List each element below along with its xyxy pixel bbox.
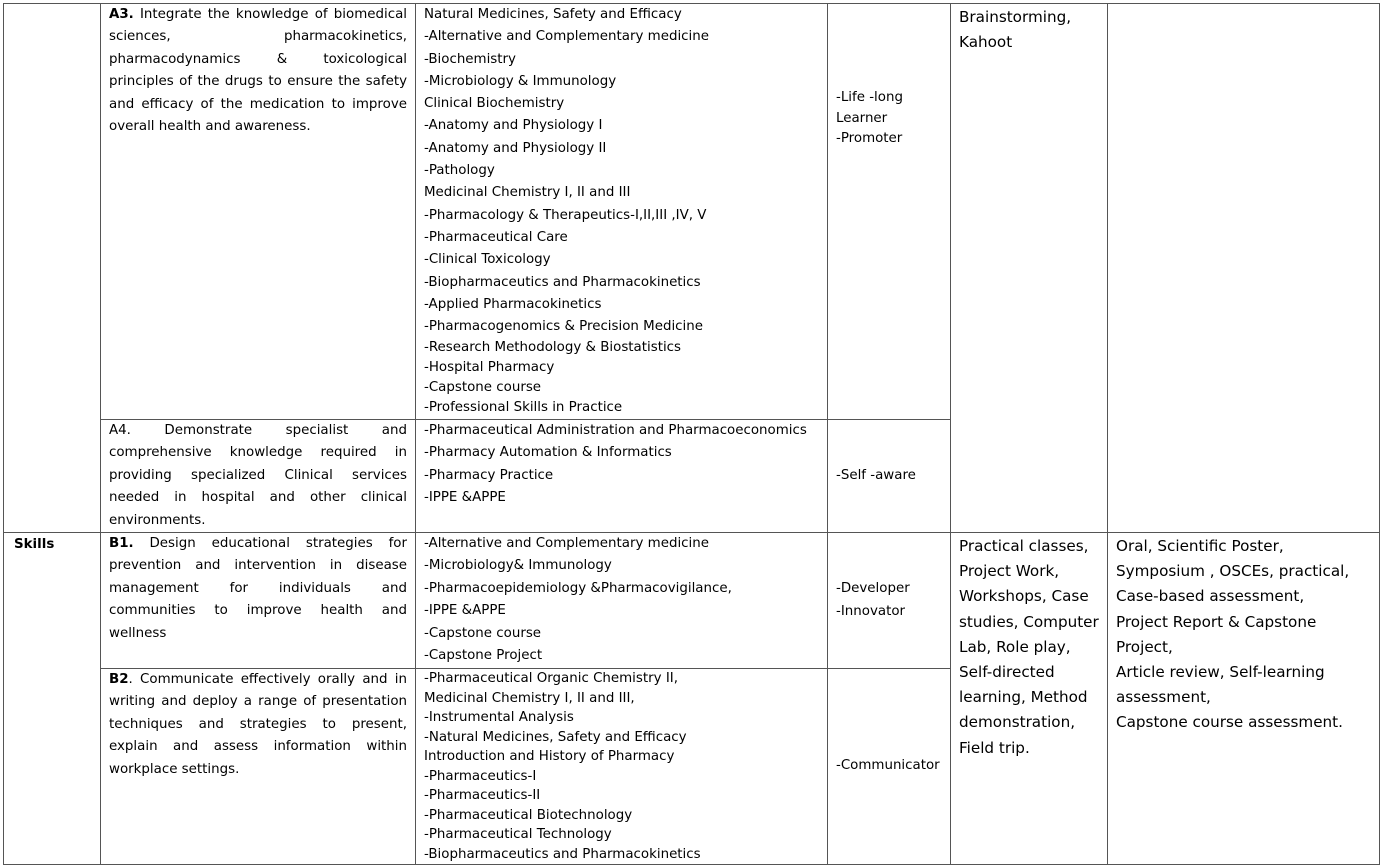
outcome-text: Demonstrate specialist and comprehensive knowledge required in providing specialized Clinical services needed in hospital and other clinical environments. <box>109 423 407 528</box>
courses-a4 <box>416 420 828 533</box>
course-item: -Microbiology& Immunology <box>424 558 612 574</box>
courses-a3 <box>416 4 828 420</box>
course-item: Medicinal Chemistry I, II and III <box>424 185 631 201</box>
outcome-code: A3. <box>109 7 134 22</box>
course-item: -Pharmaceutical Biotechnology <box>424 807 633 823</box>
course-item: -Hospital Pharmacy <box>424 360 555 376</box>
outcomes-table <box>3 3 1380 865</box>
course-item: -Pharmaceutics-I <box>424 768 537 784</box>
course-item: -Clinical Toxicology <box>424 252 551 268</box>
outcome-a3 <box>101 4 416 420</box>
course-item: -Anatomy and Physiology I <box>424 118 603 134</box>
course-item: -Capstone course <box>424 625 542 641</box>
course-item: Medicinal Chemistry I, II and III, <box>424 690 635 706</box>
course-item: Clinical Biochemistry <box>424 96 565 112</box>
assessment-item: Capstone course assessment. <box>1116 713 1343 732</box>
course-item: -Alternative and Complementary medicine <box>424 29 709 45</box>
attribute-item: -Communicator <box>836 758 940 774</box>
course-item: -Pharmacy Automation & Informatics <box>424 445 672 461</box>
attribute-item: Learner <box>836 110 888 126</box>
domain-cell-knowledge <box>4 4 101 533</box>
course-item: -Capstone course <box>424 380 542 396</box>
outcome-text: . Communicate effectively orally and in writing and deploy a range of presentation techniques and strategies to present, explain and assess information within workplace settings. <box>109 672 407 777</box>
course-item: -Pharmacy Practice <box>424 467 554 483</box>
methods-text: Brainstorming, Kahoot <box>959 8 1072 52</box>
attribute-item: -Developer <box>836 581 910 597</box>
course-item: Introduction and History of Pharmacy <box>424 749 675 765</box>
course-item: -Research Methodology & Biostatistics <box>424 340 682 356</box>
course-item: -Professional Skills in Practice <box>424 399 623 415</box>
course-item: Natural Medicines, Safety and Efficacy <box>424 7 682 22</box>
domain-cell-skills <box>4 533 101 865</box>
course-item: -Pharmacoepidemiology &Pharmacovigilance, <box>424 580 732 596</box>
course-item: -Anatomy and Physiology II <box>424 140 607 156</box>
outcome-text: Integrate the knowledge of biomedical sciences, pharmacokinetics, pharmacodynamics & toxicological principles of the drugs to ensure the safety and efficacy of the medication to improve overall health and awareness. <box>109 7 407 135</box>
course-item: -Applied Pharmacokinetics <box>424 296 602 312</box>
attribute-item: -Innovator <box>836 603 906 619</box>
attributes-a3 <box>828 4 951 420</box>
course-item: -Instrumental Analysis <box>424 710 574 726</box>
course-item: -Pharmaceutical Technology <box>424 827 612 843</box>
course-item: -Pharmacology & Therapeutics-I,II,III ,IV, V <box>424 207 707 223</box>
methods-text: Practical classes, Project Work, Workshops, Case studies, Computer Lab, Role play, Self-directed learning, Method demonstration, Field trip. <box>959 537 1099 757</box>
outcome-code: B2 <box>109 672 129 688</box>
domain-label: Skills <box>14 537 55 553</box>
course-item: -Pharmaceutical Organic Chemistry II, <box>424 671 678 687</box>
course-list-tail <box>424 338 819 417</box>
assessment-skills <box>1108 533 1380 865</box>
assessment-item: Project Report & Capstone Project, <box>1116 612 1317 656</box>
course-item: -Pharmaceutical Administration and Pharmacoeconomics <box>424 423 807 438</box>
course-item: -Pharmaceutics-II <box>424 788 541 804</box>
course-item: -Pathology <box>424 163 495 179</box>
courses-b2 <box>416 669 828 865</box>
assessment-item: Article review, Self-learning assessment, <box>1116 663 1325 707</box>
outcome-a4 <box>101 420 416 533</box>
course-item: -Biopharmaceutics and Pharmacokinetics <box>424 274 701 290</box>
outcome-text: Design educational strategies for prevention and intervention in disease management for individuals and communities to improve health and wellness <box>109 536 407 641</box>
course-item: -Pharmacogenomics & Precision Medicine <box>424 319 703 335</box>
attributes-b2 <box>828 669 951 865</box>
course-item: -IPPE &APPE <box>424 490 506 506</box>
outcome-code: A4. <box>109 423 131 438</box>
teaching-methods-knowledge <box>951 4 1108 533</box>
outcome-code: B1. <box>109 536 134 552</box>
assessment-item: Oral, Scientific Poster, Symposium , OSCEs, practical, Case-based assessment, <box>1116 537 1350 606</box>
attribute-item: -Promoter <box>836 131 903 146</box>
table-row-a3 <box>4 4 1380 420</box>
outcome-b1 <box>101 533 416 669</box>
attributes-b1 <box>828 533 951 669</box>
attributes-a4 <box>828 420 951 533</box>
course-item: -Pharmaceutical Care <box>424 229 568 245</box>
assessment-knowledge <box>1108 4 1380 533</box>
table-row-b1 <box>4 533 1380 669</box>
attribute-item: -Life -long <box>836 90 903 105</box>
course-item: -Biopharmaceutics and Pharmacokinetics <box>424 846 701 862</box>
teaching-methods-skills <box>951 533 1108 865</box>
attribute-item: -Self -aware <box>836 467 916 483</box>
courses-b1 <box>416 533 828 669</box>
course-list <box>424 4 819 338</box>
course-item: -Capstone Project <box>424 648 543 664</box>
course-item: -Alternative and Complementary medicine <box>424 536 709 552</box>
course-item: -Microbiology & Immunology <box>424 73 617 89</box>
course-item: -IPPE &APPE <box>424 603 506 619</box>
course-item: -Natural Medicines, Safety and Efficacy <box>424 729 687 745</box>
outcome-b2 <box>101 669 416 865</box>
course-item: -Biochemistry <box>424 51 516 67</box>
